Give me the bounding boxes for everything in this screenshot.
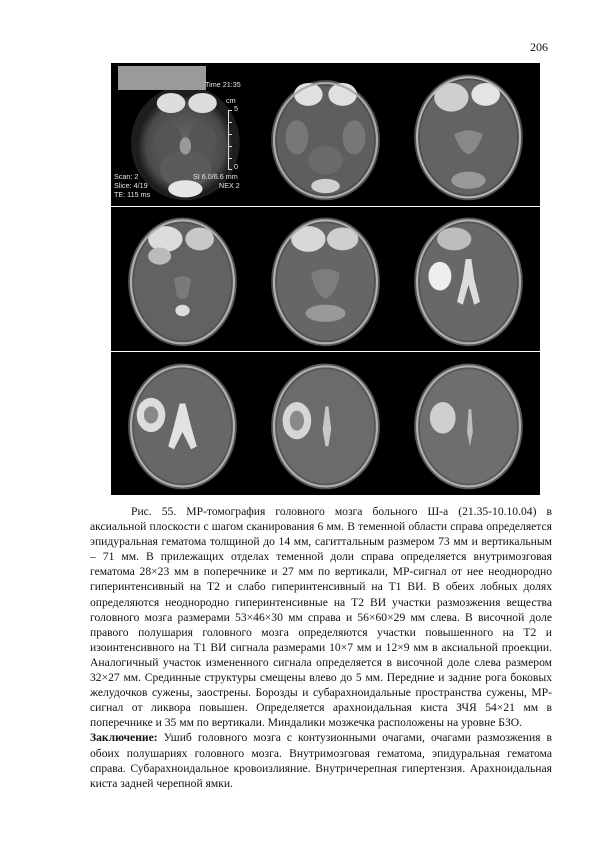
redacted-patient-info <box>118 66 206 90</box>
mri-slice-4 <box>111 207 254 351</box>
mri-slice-3 <box>397 63 540 206</box>
scale-top-label: 5 <box>234 104 238 113</box>
mri-slice-8 <box>254 352 397 495</box>
mri-slice-2 <box>254 63 397 206</box>
time-label: Time 21:35 <box>205 80 241 89</box>
mri-slice-6 <box>397 207 540 351</box>
conclusion <box>90 730 552 790</box>
slice-label: Slice: 4/19 <box>114 181 148 190</box>
te-label: TE: 115 ms <box>114 190 151 199</box>
caption-text: Рис. 55. МР-томография головного мозга больного Ш-а (21.35-10.10.04) в аксиальной плоскости с шагом сканирования 6 мм. В теменной области справа определяется эпидуральная гематома толщиной до 14 мм, сагиттальным размером 73 мм и вертикальным – 71 мм. В прилежащих отделах теменной доли справа определяется внутримозговая гематома 28×23 мм в поперечнике и 27 мм по вертикали, МР-сигнал от нее неоднородно гиперинтенсивный на Т2 и слабо гиперинтенсивный на Т1 ВИ. В обеих лобных долях определяются неоднородно гиперинтенсивные на Т2 ВИ участки размозжения вещества головного мозга размерами 53×46×30 мм справа и 56×60×29 мм слева. В височной доле правого полушария головного мозга определяются участки повышенного на Т2 и изоинтенсивного на Т1 ВИ сигнала размерами 10×7 мм и 12×9 мм в аксиальной проекции. Аналогичный участок измененного сигнала определяется в височной доле слева размером 32×27 мм. Срединные структуры смещены влево до 5 мм. Передние и задние рога боковых желудочков сужены, заострены. Борозды и субарахноидальные пространства сужены, МР-сигнал от ликвора повышен. Определяется арахноидальная киста ЗЧЯ 54×21 мм в поперечнике и 35 мм по вертикали. Миндалики мозжечка расположены на уровне БЗО. <box>90 505 552 730</box>
nex-label: NEX 2 <box>219 181 240 190</box>
page-number: 206 <box>530 40 548 54</box>
mri-slice-5 <box>254 207 397 351</box>
scale-bar <box>228 110 234 170</box>
conclusion-text: Ушиб головного мозга с контузионными очагами, очагами размозжения в обоих полушариях головного мозга. Внутримозговая гематома, эпидуральная гематома справа. Субарахноидальное кровоизлияние. Внутричерепная гипертензия. Арахноидальная киста задней черепной ямки. <box>90 731 552 790</box>
mri-slice-9 <box>397 352 540 495</box>
scan-label: Scan: 2 <box>114 172 139 181</box>
scale-bottom-label: 0 <box>234 162 238 171</box>
mri-figure <box>111 63 540 495</box>
mri-slice-1 <box>111 63 254 206</box>
si-label: SI 6.0/6.6 mm <box>193 172 238 181</box>
conclusion-label: Заключение: <box>90 731 158 745</box>
unit-label: cm <box>226 96 236 105</box>
figure-caption <box>90 504 552 791</box>
mri-slice-7 <box>111 352 254 495</box>
